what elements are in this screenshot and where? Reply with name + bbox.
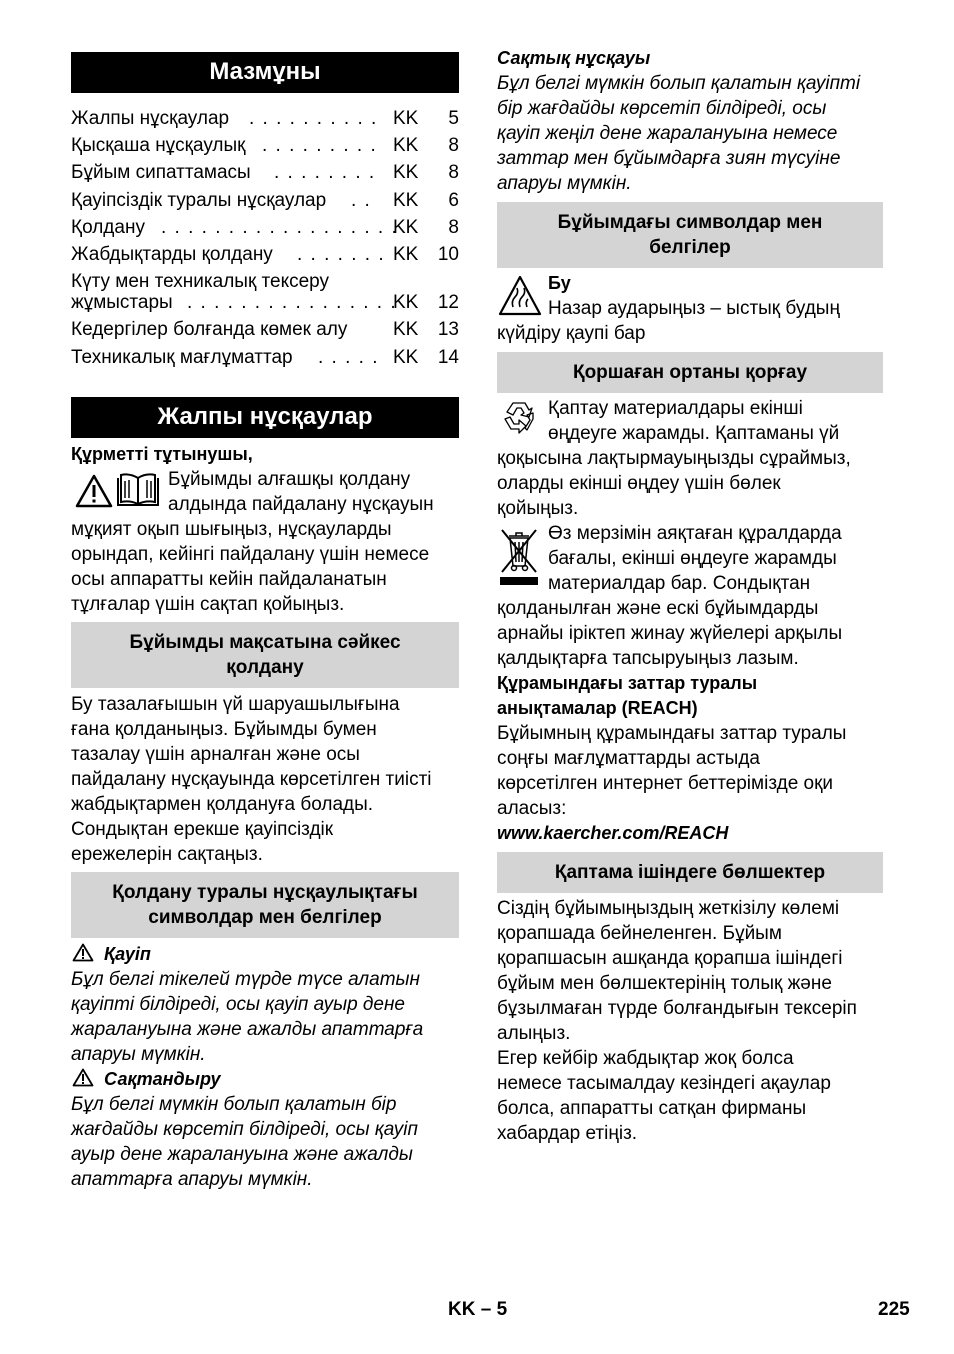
- toc-entry-lang: KK: [393, 190, 419, 211]
- weee-line: Өз мерзімін аяқтаған құралдарда: [548, 523, 842, 544]
- reach-line: соңғы мағлұматтарды астыда: [497, 748, 760, 769]
- symbols-product-title: [497, 202, 883, 268]
- intended-use-title-line: қолдану: [226, 657, 304, 678]
- weee-line: материалдар бар. Сондықтан: [548, 573, 811, 594]
- steam-line: күйдіру қаупі бар: [497, 323, 646, 344]
- intended-use-line: тазалау үшін арналған және осы: [71, 744, 360, 765]
- weee-line: бағалы, екінші өңдеуге жарамды: [548, 548, 837, 569]
- scope-line: қорапшасын ашқанда қорапша ішіндегі: [497, 948, 843, 969]
- symbols-manual-title-line: Қолдану туралы нұсқаулықтағы: [112, 882, 418, 903]
- intro-line: осы аппаратты кейін пайдаланатын: [71, 569, 387, 590]
- recycle-line: өңдеуге жарамды. Қаптаманы үй: [548, 423, 840, 444]
- reach-url-link[interactable]: www.kaercher.com/REACH: [497, 823, 729, 843]
- reach-title-line: Құрамындағы заттар туралы: [497, 673, 758, 693]
- toc-entry-title: Кедергілер болғанда көмек алу: [71, 319, 348, 340]
- danger-label: Қауіп: [104, 944, 151, 964]
- caution-line: апаруы мүмкін.: [497, 173, 632, 194]
- reach-line: Бұйымның құрамындағы заттар туралы: [497, 723, 847, 744]
- toc-entry-dots: . . . . . . . . . . . . . . . . . .: [161, 217, 399, 238]
- toc-entry-title: Қауіпсіздік туралы нұсқаулар: [71, 190, 327, 211]
- toc-entry[interactable]: [71, 106, 459, 131]
- danger-line: жаралануына және ажалды апаттарға: [71, 1019, 424, 1040]
- recycle-line: қойыңыз.: [497, 498, 579, 519]
- toc-entry[interactable]: [71, 345, 459, 370]
- intro-line: Бұйымды алғашқы қолдану: [168, 469, 411, 490]
- footer-page-number: 225: [878, 1299, 910, 1320]
- scope-line: Егер кейбір жабдықтар жоқ болса: [497, 1048, 794, 1069]
- toc-entry-page: 12: [437, 292, 459, 313]
- warning-triangle-icon: [75, 474, 113, 508]
- caution-line: қауіп жеңіл дене жаралануына немесе: [497, 123, 838, 144]
- intro-line: алдында пайдалану нұсқауын: [168, 494, 434, 515]
- toc-entry-page: 6: [448, 190, 459, 211]
- toc-title: Мазмұны: [71, 52, 459, 93]
- toc-entry-dots: . . . . . . .: [297, 244, 386, 265]
- intended-use-title-line: Бұйымды мақсатына сәйкес: [129, 632, 401, 653]
- steam-line: Назар аударыңыз – ыстық будың: [548, 298, 840, 319]
- hot-steam-warning-icon: [498, 275, 542, 317]
- toc-entry-lang: KK: [393, 162, 419, 183]
- footer-section: KK – 5: [448, 1299, 508, 1320]
- toc-entry[interactable]: [71, 242, 459, 267]
- scope-line: хабардар етіңіз.: [497, 1123, 638, 1144]
- toc-entry-title: Жабдықтарды қолдану: [71, 244, 273, 265]
- toc-entry-dots: . . . . . . . . . .: [249, 108, 378, 129]
- toc-entry[interactable]: [71, 133, 459, 158]
- toc-entry[interactable]: [71, 160, 459, 185]
- toc-entry-lang: KK: [393, 108, 419, 129]
- toc-entry-dots: . . . . . . . .: [274, 162, 376, 183]
- recycle-line: оларды екінші өңдеу үшін бөлек: [497, 473, 781, 494]
- intended-use-line: жабдықтармен қолдануға болады.: [71, 794, 374, 815]
- toc-entry-page: 5: [448, 108, 459, 129]
- danger-line: апаруы мүмкін.: [71, 1044, 206, 1065]
- toc-entry-lang: KK: [393, 135, 419, 156]
- weee-line: қолданылған және ескі бұйымдарды: [497, 598, 819, 619]
- scope-line: қорапшада бейнеленген. Бұйым: [497, 923, 782, 944]
- weee-line: арнайы іріктеп жинау жүйелері арқылы: [497, 623, 843, 644]
- reach-line: көрсетілген интернет беттерімізде оқи: [497, 773, 834, 794]
- scope-line: болса, аппаратты сатқан фирманы: [497, 1098, 807, 1119]
- toc-entry-page: 14: [437, 347, 459, 368]
- toc-entry-title-line1: Күту мен техникалық тексеру: [71, 271, 330, 292]
- toc-entry-page: 10: [437, 244, 459, 265]
- toc-entry-page: 13: [437, 319, 459, 340]
- recycle-icon: [499, 399, 539, 439]
- reach-title-line: анықтамалар (REACH): [497, 698, 698, 718]
- intro-line: орындап, кейінгі пайдалану үшін немесе: [71, 544, 430, 565]
- intended-use-line: Бу тазалағышын үй шаруашылығына: [71, 694, 400, 715]
- warning-label: Сақтандыру: [104, 1069, 221, 1089]
- steam-label: Бу: [548, 273, 571, 293]
- symbols-manual-title: [71, 872, 459, 938]
- intro-line: мұқият оқып шығыңыз, нұсқауларды: [71, 519, 392, 540]
- toc-entry-dots: . .: [351, 190, 372, 211]
- intro-line: тұлғалар үшін сақтап қойыңыз.: [71, 594, 345, 615]
- intended-use-line: ережелерін сақтаңыз.: [71, 844, 263, 865]
- toc-entry-title: Бұйым сипаттамасы: [71, 162, 251, 183]
- warning-line: жағдайды көрсетіп білдіреді, осы қауіп: [71, 1119, 418, 1140]
- warning-small-triangle-icon: [72, 1068, 94, 1087]
- toc-entry-lang: KK: [393, 292, 419, 313]
- manual-book-icon: [115, 472, 161, 508]
- toc-entry-lang: KK: [393, 319, 419, 340]
- scope-line: бұзылмаған түрде болғандығын тексеріп: [497, 998, 857, 1019]
- intended-use-title: [71, 622, 459, 688]
- greeting: Құрметті тұтынушы,: [71, 444, 253, 464]
- recycle-line: Қаптау материалдары екінші: [548, 398, 803, 419]
- caution-line: бір жағдайды көрсетіп білдіреді, осы: [497, 98, 827, 119]
- crossed-out-bin-icon: [499, 524, 539, 588]
- weee-line: қалдықтарға тапсыруыңыз лазым.: [497, 648, 799, 669]
- toc-entry-page: 8: [448, 217, 459, 238]
- toc-entry-title: Қысқаша нұсқаулық: [71, 135, 246, 156]
- toc-entry[interactable]: [71, 317, 459, 342]
- symbols-product-title-line: белгілер: [649, 237, 731, 258]
- symbols-manual-title-line: символдар мен белгілер: [148, 907, 382, 928]
- scope-title: Қаптама ішіндеге бөлшектер: [497, 852, 883, 893]
- caution-label: Сақтық нұсқауы: [497, 48, 651, 68]
- intended-use-line: Сондықтан ерекше қауіпсіздік: [71, 819, 334, 840]
- intended-use-line: ғана қолданыңыз. Бұйымды бумен: [71, 719, 377, 740]
- scope-line: алыңыз.: [497, 1023, 571, 1044]
- toc-entry-dots: . . . . . . . . . . . . . . . .: [187, 292, 398, 313]
- caution-line: заттар мен бұйымдарға зиян түсуіне: [497, 148, 841, 169]
- toc-entry-title: жұмыстары: [71, 292, 173, 313]
- danger-triangle-icon: [72, 943, 94, 962]
- toc-entry-lang: KK: [393, 217, 419, 238]
- toc-entry-lang: KK: [393, 244, 419, 265]
- toc-entry-title: Жалпы нұсқаулар: [71, 108, 230, 129]
- toc-entry[interactable]: [71, 269, 459, 319]
- symbols-product-title-line: Бұйымдағы символдар мен: [557, 212, 823, 233]
- toc-entry[interactable]: [71, 215, 459, 240]
- scope-line: Сіздің бұйымыңыздың жеткізілу көлемі: [497, 898, 840, 919]
- toc-entry-title: Қолдану: [71, 217, 145, 238]
- environment-title: Қоршаған ортаны қорғау: [497, 352, 883, 393]
- warning-line: ауыр дене жаралануына және ажалды: [71, 1144, 413, 1165]
- recycle-line: қоқысына лақтырмауыңызды сұраймыз,: [497, 448, 851, 469]
- toc-entry[interactable]: [71, 188, 459, 213]
- warning-line: Бұл белгі мүмкін болып қалатын бір: [71, 1094, 397, 1115]
- danger-line: қауіпті білдіреді, осы қауіп ауыр дене: [71, 994, 406, 1015]
- danger-line: Бұл белгі тікелей түрде түсе алатын: [71, 969, 420, 990]
- reach-line: аласыз:: [497, 798, 567, 819]
- intended-use-line: пайдалану нұсқауында көрсетілген тиісті: [71, 769, 432, 790]
- caution-line: Бұл белгі мүмкін болып қалатын қауіпті: [497, 73, 861, 94]
- scope-line: бұйым мен бөлшектерінің толық және: [497, 973, 832, 994]
- warning-line: апаттарға апаруы мүмкін.: [71, 1169, 313, 1190]
- toc-entry-dots: . . . . . . . . .: [262, 135, 378, 156]
- toc-entry-dots: . . . . .: [318, 347, 380, 368]
- toc-entry-page: 8: [448, 135, 459, 156]
- toc-entry-title: Техникалық мағлұматтар: [71, 347, 293, 368]
- toc-entry-lang: KK: [393, 347, 419, 368]
- toc-entry-page: 8: [448, 162, 459, 183]
- general-section-title: Жалпы нұсқаулар: [71, 397, 459, 438]
- scope-line: немесе тасымалдау кезіндегі ақаулар: [497, 1073, 831, 1094]
